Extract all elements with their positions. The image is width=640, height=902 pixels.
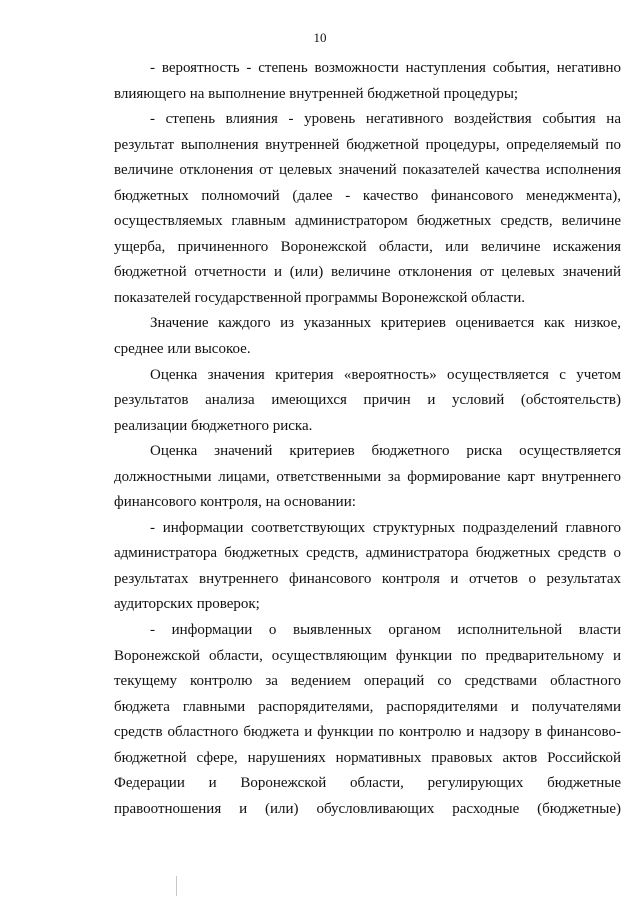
- text-line: Оценка значений критериев бюджетного риска осуществляется: [150, 443, 621, 460]
- text-line: величине отклонения от целевых значений показателей качества исполнения: [114, 162, 621, 179]
- text-line: результатах внутреннего финансового контроля и отчетов о результатах: [114, 570, 621, 587]
- text-line: влияющего на выполнение внутренней бюджетной процедуры;: [114, 85, 519, 102]
- paragraph-violations-info: [114, 618, 621, 822]
- text-line: должностными лицами, ответственными за формирование карт внутреннего: [114, 468, 621, 485]
- text-line: Воронежской области, осуществляющим функции по предварительному и: [114, 647, 621, 664]
- text-line: бюджетной сфере, нарушениях нормативных правовых актов Российской: [114, 749, 621, 766]
- paragraph-structural-units-info: [114, 516, 621, 618]
- text-line: аудиторских проверок;: [114, 596, 260, 613]
- document-body: [114, 56, 621, 822]
- paragraph-criteria-value: [114, 311, 621, 362]
- text-line: финансового контроля, на основании:: [114, 494, 356, 511]
- text-line: - вероятность - степень возможности наступления события, негативно: [150, 60, 621, 76]
- text-line: - информации соответствующих структурных подразделений главного: [150, 519, 621, 536]
- text-line: - информации о выявленных органом исполнительной власти: [150, 622, 621, 639]
- text-line: показателей государственной программы Воронежской области.: [114, 289, 526, 306]
- text-line: правоотношения и (или) обусловливающих расходные (бюджетные): [114, 800, 621, 817]
- paragraph-impact-degree: [114, 107, 621, 311]
- text-line: результатов анализа имеющихся причин и условий (обстоятельств): [114, 392, 621, 409]
- text-line: среднее или высокое.: [114, 341, 251, 358]
- text-line: ущерба, причиненного Воронежской области, или величине искажения: [114, 238, 621, 255]
- text-line: бюджетной отчетности и (или) величине отклонения от целевых значений: [114, 264, 621, 281]
- paragraph-probability: [114, 56, 621, 107]
- text-line: Оценка значения критерия «вероятность» осуществляется с учетом: [150, 366, 621, 383]
- text-line: бюджетных полномочий (далее - качество финансового менеджмента),: [114, 187, 621, 204]
- text-line: - степень влияния - уровень негативного воздействия события на: [150, 111, 621, 128]
- text-line: средств областного бюджета и функции по контролю и надзору в финансово-: [114, 724, 621, 741]
- text-line: реализации бюджетного риска.: [114, 417, 313, 434]
- paragraph-risk-assessment: [114, 439, 621, 516]
- page-number: 10: [313, 30, 327, 45]
- text-line: Значение каждого из указанных критериев оценивается как низкое,: [150, 315, 621, 332]
- text-line: результат выполнения внутренней бюджетной процедуры, определяемый по: [114, 136, 621, 153]
- paragraph-probability-assessment: [114, 363, 621, 440]
- scan-artifact-line: [176, 876, 177, 896]
- text-line: осуществляемых главным администратором бюджетных средств, величине: [114, 213, 621, 230]
- text-line: текущему контролю за ведением операций со средствами областного: [114, 673, 621, 690]
- text-line: администратора бюджетных средств, администратора бюджетных средств о: [114, 545, 621, 562]
- text-line: бюджета главными распорядителями, распорядителями и получателями: [114, 698, 621, 715]
- text-line: Федерации и Воронежской области, регулирующих бюджетные: [114, 775, 621, 792]
